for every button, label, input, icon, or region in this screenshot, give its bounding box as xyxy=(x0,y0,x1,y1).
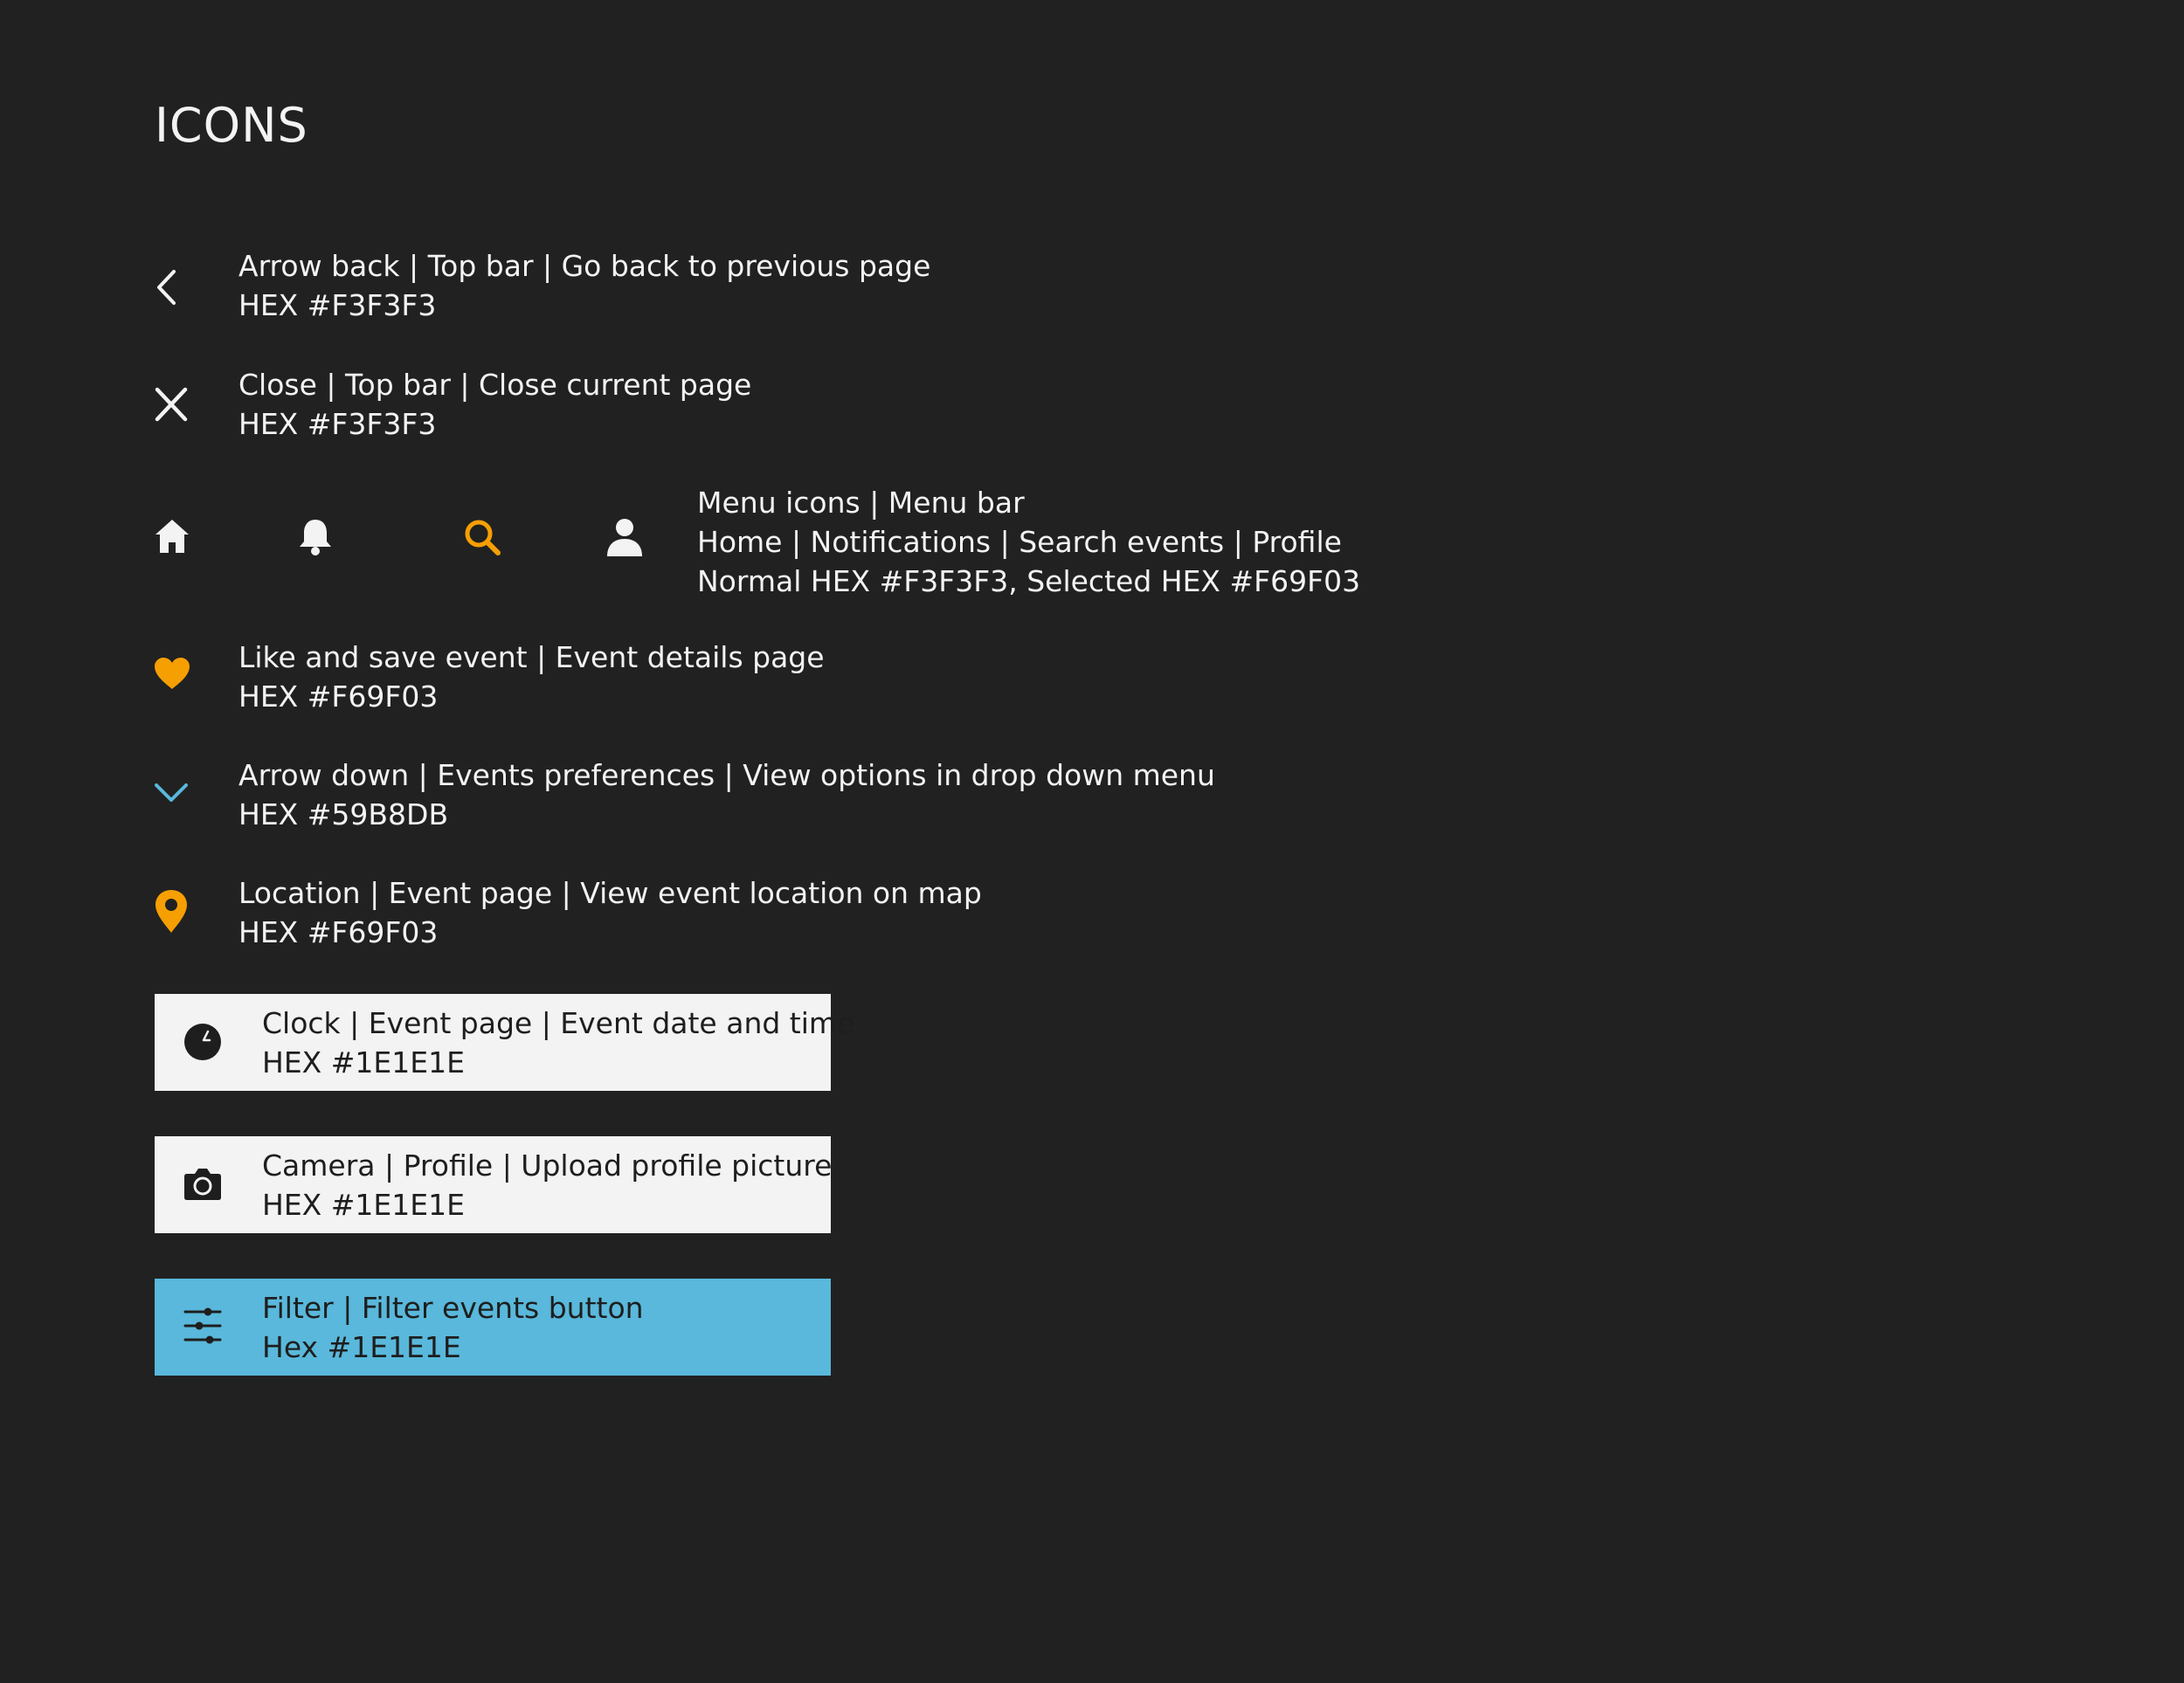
filter-card xyxy=(155,1279,831,1376)
page-title: ICONS xyxy=(155,98,308,153)
card-label: Camera | Profile | Upload profile picture xyxy=(262,1148,833,1183)
clock-icon xyxy=(183,1023,222,1061)
close-description xyxy=(238,365,751,444)
location-pin-icon xyxy=(154,889,189,935)
row-hex: HEX #F69F03 xyxy=(238,679,439,714)
search-icon xyxy=(463,518,501,556)
arrow-back-description xyxy=(238,246,930,325)
row-label: Location | Event page | View event location on map xyxy=(238,876,982,910)
card-hex: HEX #1E1E1E xyxy=(262,1188,465,1222)
row-label: Arrow back | Top bar | Go back to previous page xyxy=(238,249,931,283)
clock-card xyxy=(155,994,855,1091)
card-hex: Hex #1E1E1E xyxy=(262,1330,461,1364)
camera-description xyxy=(262,1146,832,1224)
card-label: Clock | Event page | Event date and time xyxy=(262,1006,855,1040)
menu-icons-description xyxy=(697,483,1360,601)
card-label: Filter | Filter events button xyxy=(262,1291,644,1325)
row-label: Close | Top bar | Close current page xyxy=(238,368,752,402)
profile-icon xyxy=(606,518,643,558)
camera-card xyxy=(155,1136,831,1233)
home-icon xyxy=(154,518,190,555)
heart-icon xyxy=(153,656,191,691)
bell-icon xyxy=(297,517,334,557)
heart-description xyxy=(238,638,825,716)
row-hex: HEX #59B8DB xyxy=(238,797,449,831)
filter-description xyxy=(262,1288,644,1367)
close-icon xyxy=(155,387,188,422)
row-hex: HEX #F3F3F3 xyxy=(238,288,437,322)
row-hex: Normal HEX #F3F3F3, Selected HEX #F69F03 xyxy=(697,564,1361,598)
row-label: Arrow down | Events preferences | View options in drop down menu xyxy=(238,758,1215,792)
clock-description xyxy=(262,1004,854,1082)
row-hex: HEX #F3F3F3 xyxy=(238,407,437,441)
camera-icon xyxy=(183,1167,222,1202)
location-description xyxy=(238,873,982,952)
row-label: Like and save event | Event details page xyxy=(238,640,825,674)
chevron-down-description xyxy=(238,755,1215,834)
filter-icon xyxy=(183,1305,222,1347)
row-items: Home | Notifications | Search events | Profile xyxy=(697,525,1342,559)
card-hex: HEX #1E1E1E xyxy=(262,1045,465,1079)
row-hex: HEX #F69F03 xyxy=(238,915,439,949)
chevron-down-icon xyxy=(154,783,189,804)
row-label: Menu icons | Menu bar xyxy=(697,486,1025,520)
arrow-back-icon xyxy=(155,269,177,306)
